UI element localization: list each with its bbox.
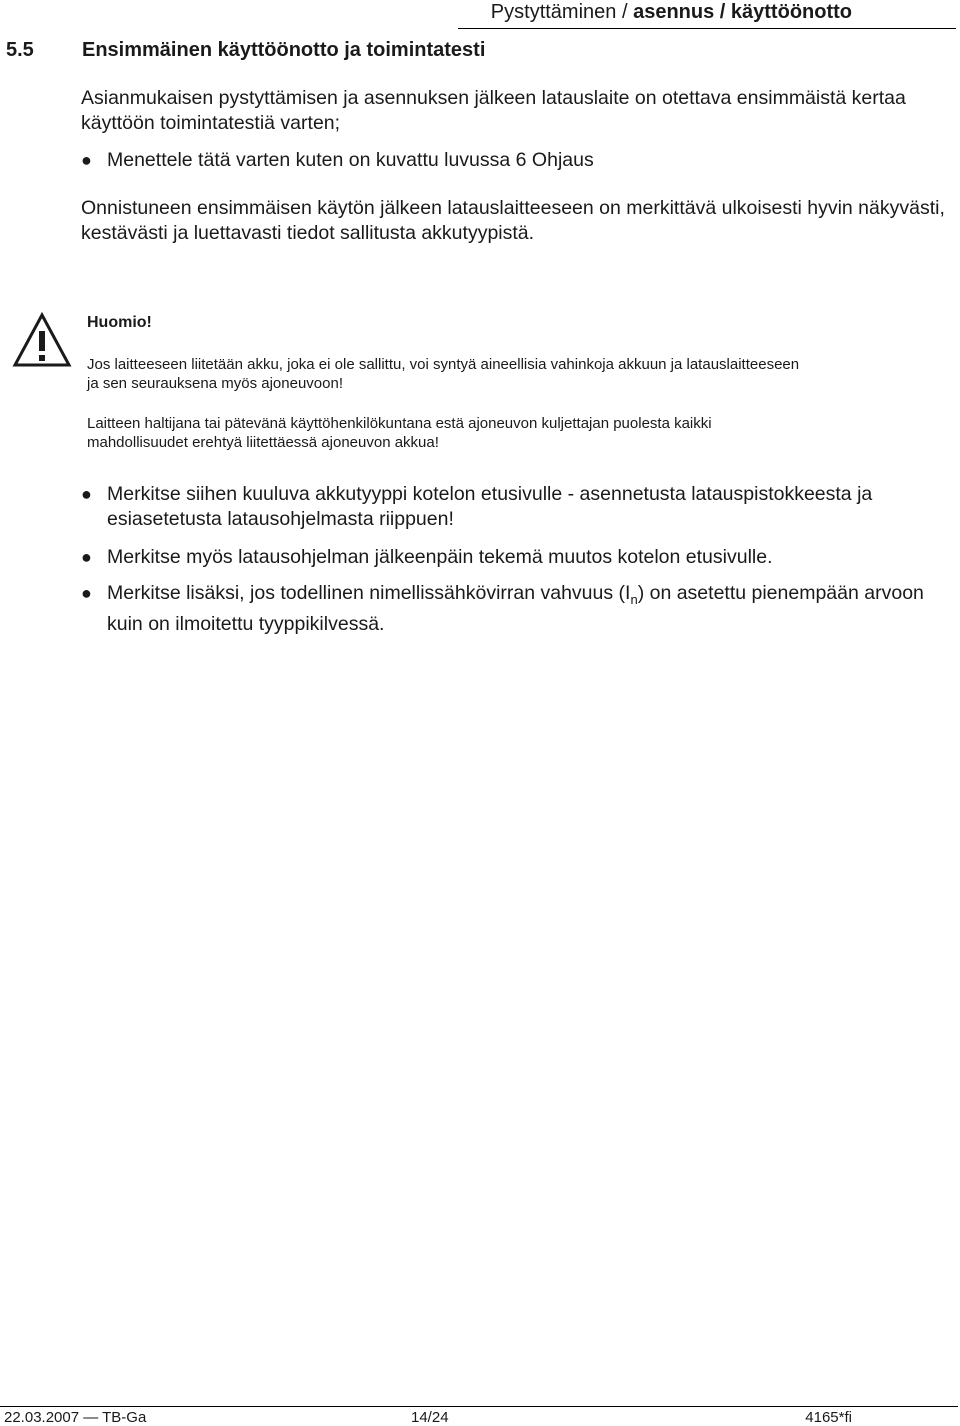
bullet-icon: ●: [81, 150, 92, 170]
note-text-1: Jos laitteeseen liitetään akku, joka ei ole sallittu, voi syntyä aineellisia vahinkoja akkuun ja latauslaitteeseen ja sen seurauksena myös ajoneuvoon!: [87, 356, 800, 392]
footer-document-id: 4165*fi: [805, 1409, 852, 1426]
list-item: [81, 482, 951, 532]
section-title: Ensimmäinen käyttöönotto ja toimintatesti: [82, 39, 486, 61]
note-title: Huomio!: [87, 314, 152, 331]
header-part-3: käyttöönotto: [730, 1, 852, 23]
header-rule: [458, 28, 956, 29]
header-part-2: asennus: [633, 1, 715, 23]
footer-date-author: 22.03.2007 — TB-Ga: [4, 1409, 147, 1426]
list-item-text: [107, 581, 951, 637]
list-item: [81, 581, 951, 637]
footer-page-number: 14/24: [411, 1409, 449, 1426]
list-item-text: Merkitse myös latausohjelman jälkeenpäin tekemä muutos kotelon etusivulle.: [107, 546, 773, 568]
note-text-2: Laitteen haltijana tai pätevänä käyttöhenkilökuntana estä ajoneuvon kuljettajan puolesta kaikki mahdollisuudet erehtyä liitettäessä ajoneuvon akkua!: [87, 415, 712, 451]
bullet-icon: ●: [81, 583, 92, 603]
list-item: [81, 545, 951, 570]
header-separator-1: /: [616, 1, 634, 23]
list-item: [81, 148, 951, 173]
section-number: 5.5: [6, 39, 34, 61]
list-item-text: Menettele tätä varten kuten on kuvattu luvussa 6 Ohjaus: [107, 149, 594, 171]
section-heading: [6, 38, 485, 62]
running-header: [491, 0, 852, 24]
bullet-icon: ●: [81, 547, 92, 567]
text-after-subscript: ) on asetettu pienempään arvoon kuin on ilmoitettu tyyppikilvessä.: [107, 582, 924, 635]
warning-triangle-icon: [12, 312, 72, 368]
footer-rule: [0, 1406, 958, 1407]
subscript-n: n: [630, 591, 638, 607]
marking-paragraph: Onnistuneen ensimmäisen käytön jälkeen latauslaitteeseen on merkittävä ulkoisesti hyvin näkyvästi, kestävästi ja luettavasti tiedot sallitusta akkutyypistä.: [81, 197, 945, 244]
text-before-subscript: Merkitse lisäksi, jos todellinen nimellissähkövirran vahvuus (I: [107, 582, 631, 604]
list-item-text: Merkitse siihen kuuluva akkutyyppi kotelon etusivulle - asennetusta latauspistokkeesta ja esiasetetusta latausohjelmasta riippuen!: [107, 483, 873, 530]
header-separator-2: /: [714, 1, 731, 23]
intro-paragraph: Asianmukaisen pystyttämisen ja asennuksen jälkeen latauslaite on otettava ensimmäistä kertaa käyttöön toimintatestiä varten;: [81, 87, 906, 134]
header-part-1: Pystyttäminen: [490, 1, 617, 23]
bullet-icon: ●: [81, 484, 92, 504]
